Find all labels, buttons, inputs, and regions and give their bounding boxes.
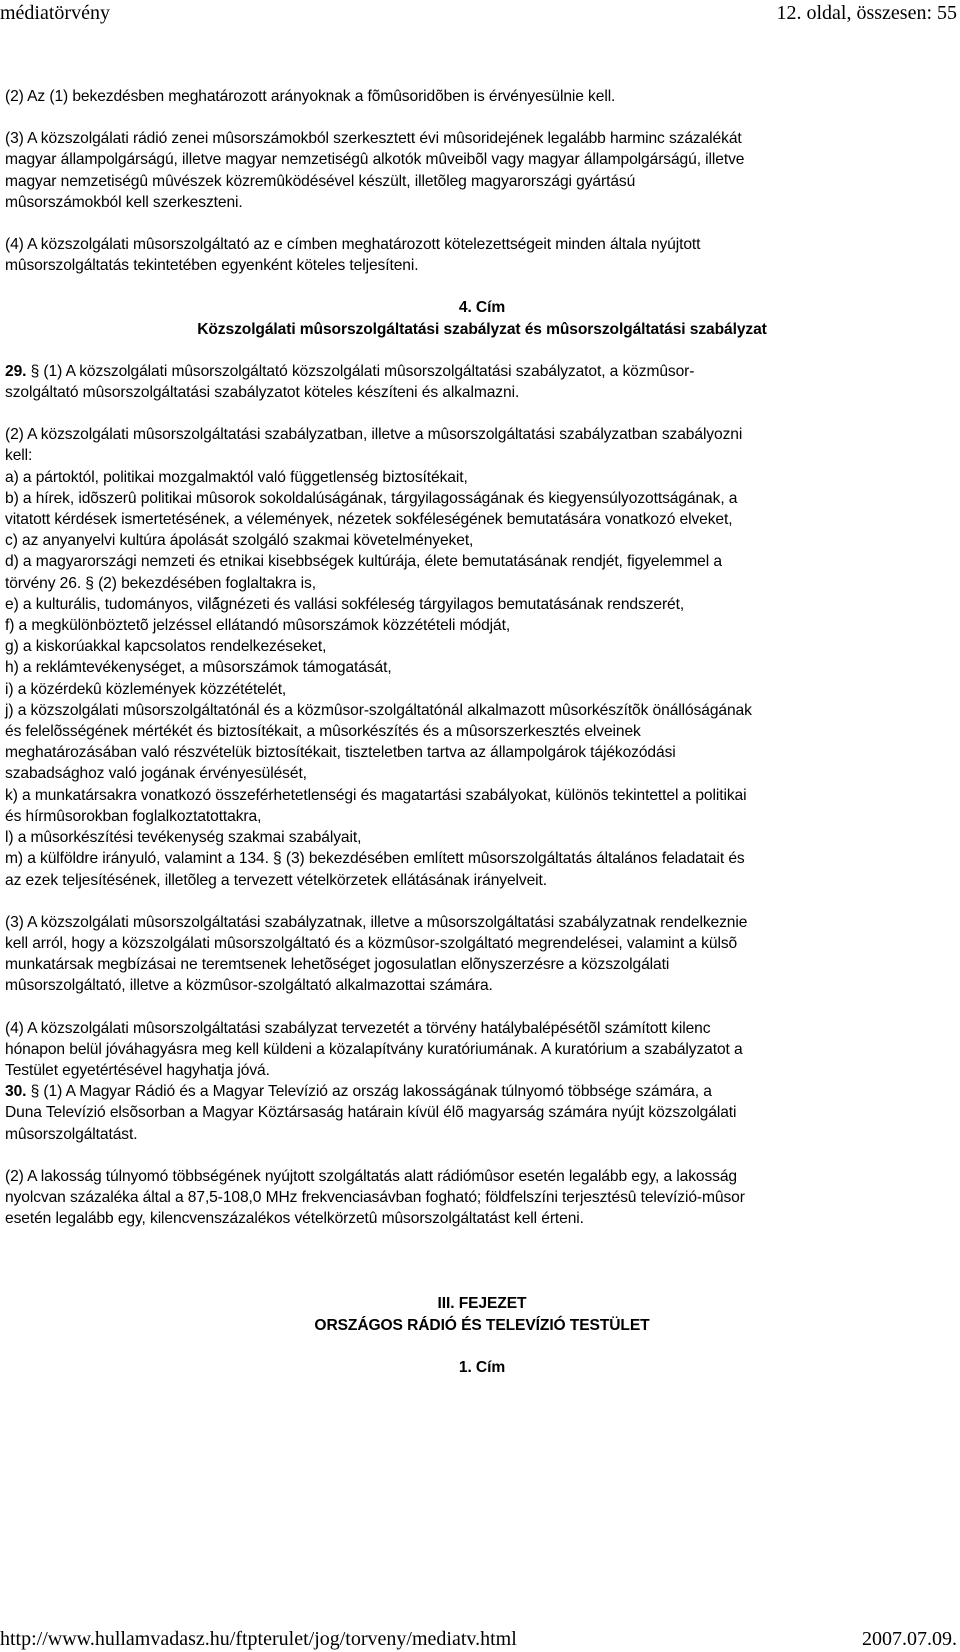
- section-30-paragraph-2: [5, 1166, 959, 1230]
- text-line: és felelõsségének mértékét és biztosítékait, a mûsorkészítés és a mûsorszerkesztés elveinek: [5, 723, 641, 741]
- text-line: mûsorszolgáltató, illetve a közmûsor-szolgáltató alkalmazottai számára.: [5, 977, 493, 995]
- text-line: mûsorszolgáltatást.: [5, 1125, 138, 1143]
- text-line: b) a hírek, idõszerû politikai mûsorok sokoldalúságának, tárgyilagosságának és kiegyensúlyozottságának, a: [5, 489, 738, 507]
- text-line: (2) A lakosság túlnyomó többségének nyújtott szolgáltatás alatt rádiómûsor esetén legalább egy, a lakosság: [5, 1167, 737, 1185]
- title-4-heading: [5, 297, 959, 339]
- text-line: Testület egyetértésével hagyhatja jóvá.: [5, 1061, 270, 1079]
- section-30: 30. § (1) A Magyar Rádió és a Magyar Televízió az ország lakosságának túlnyomó többsége számára, a Duna Televízió elsõsorban a Magyar Köztársaság határain kívül élõ magyarság számára nyújt közszolgálati mûsorszolgáltatást.: [5, 1081, 959, 1145]
- text-line: d) a magyarországi nemzeti és etnikai kisebbségek kultúrája, élete bemutatásának rendjét, figyelemmel a: [5, 553, 722, 571]
- text-line: a) a pártoktól, politikai mozgalmaktól való függetlenség biztosítékait,: [5, 468, 468, 486]
- section-29-paragraph-2: [5, 424, 959, 890]
- text-line: k) a munkatársakra vonatkozó összeférhetetlenségi és magatartási szabályokat, különös tekintettel a politikai: [5, 786, 747, 804]
- print-date: 2007.07.09.: [862, 1628, 957, 1650]
- text-line: hónapon belül jóváhagyásra meg kell küldeni a közalapítvány kuratóriumának. A kuratórium a szabályzatot a: [5, 1040, 743, 1058]
- text-line: m) a külföldre irányuló, valamint a 134. § (3) bekezdésében említett mûsorszolgáltatás általános feladatait és: [5, 850, 745, 868]
- page-footer: [0, 1626, 960, 1652]
- section-number: 29.: [5, 362, 27, 380]
- text-line: és hírmûsorokban foglalkoztatottakra,: [5, 807, 262, 825]
- section-number: 30.: [5, 1083, 27, 1101]
- text-line: (3) A közszolgálati mûsorszolgáltatási szabályzatnak, illetve a mûsorszolgáltatási szabályzatnak rendelkeznie: [5, 913, 748, 931]
- section-29: 29. § (1) A közszolgálati mûsorszolgáltató közszolgálati mûsorszolgáltatási szabályzatot, a közmûsor- szolgáltató mûsorszolgáltatási szabályzatot köteles készíteni és alkalmazni.: [5, 362, 695, 402]
- text-line: i) a közérdekû közlemények közzétételét,: [5, 680, 287, 698]
- text-line: e) a kulturális, tudományos, vilá̋gnézeti és vallási sokféleség tárgyilagos bemutatásának rendszerét,: [5, 595, 685, 613]
- text-line: l) a mûsorkészítési tevékenység szakmai szabályait,: [5, 829, 362, 847]
- chapter-title: ORSZÁGOS RÁDIÓ ÉS TELEVÍZIÓ TESTÜLET: [314, 1316, 650, 1334]
- text-line: munkatársak megbízásai ne teremtsenek lehetõséget jogosulatlan elõnyszerzésre a közszolgálati: [5, 956, 670, 974]
- text-line: g) a kiskorúakkal kapcsolatos rendelkezéseket,: [5, 638, 327, 656]
- title-number: 4. Cím: [458, 299, 506, 317]
- text-line: meghatározásában való részvételük biztosítékait, tiszteletben tartva az állampolgárok tájékozódási: [5, 744, 676, 762]
- section-sign: §: [30, 362, 40, 380]
- title-heading: Közszolgálati mûsorszolgáltatási szabályzat és mûsorszolgáltatási szabályzat: [197, 320, 767, 338]
- text-line: j) a közszolgálati mûsorszolgáltatónál és a közmûsor-szolgáltatónál alkalmazott mûsorkészítõk önállóságának: [5, 701, 752, 719]
- text-line: nyolcvan százaléka által a 87,5-108,0 MHz frekvenciasávban fogható; földfelszíni terjesztésû televízió-mûsor: [5, 1188, 745, 1206]
- text-line: c) az anyanyelvi kultúra ápolását szolgáló szakmai követelményeket,: [5, 532, 474, 550]
- section-29-paragraph-3: [5, 912, 959, 997]
- text-line: kell:: [5, 447, 33, 465]
- text-line: vitatott kérdések ismertetésének, a vélemények, nézetek sokféleségének bemutatására vonatkozó elveket,: [5, 511, 733, 529]
- chapter-3-heading: [5, 1293, 959, 1378]
- text-line: az ezek teljesítésének, illetõleg a tervezett vételkörzetek ellátásának irányelveit.: [5, 871, 548, 889]
- text-line: törvény 26. § (2) bekezdésében foglaltakra is,: [5, 574, 316, 592]
- paragraph-28-3: (3) A közszolgálati rádió zenei mûsorszámokból szerkesztett évi mûsoridejének legalább harminc százalékát magyar állampolgárságú, illetve magyar nemzetiségû alkotók mûveibõl vagy magyar állampolgárságú, illetve magyar nemzetiségû mûvészek közremûködésével készült, illetõleg magyarországi gyártású mûsorszámokból kell szerkeszteni.: [5, 130, 745, 211]
- document-body: [5, 86, 959, 1378]
- page-header: [0, 0, 960, 30]
- paragraph-28-4: (4) A közszolgálati mûsorszolgáltató az e címben meghatározott kötelezettségeit minden általa nyújtott mûsorszolgáltatás tekintetében egyenként köteles teljesíteni.: [5, 236, 701, 275]
- section-29-paragraph-4: [5, 1018, 959, 1082]
- text-line: szabadsághoz való jogának érvényesülését,: [5, 765, 307, 783]
- text-line: (2) A közszolgálati mûsorszolgáltatási szabályzatban, illetve a mûsorszolgáltatási szabályzatban szabályozni: [5, 426, 743, 444]
- chapter-title-1: 1. Cím: [458, 1358, 506, 1376]
- section-sign: §: [30, 1083, 40, 1101]
- page-counter: 12. oldal, összesen: 55: [776, 2, 957, 24]
- chapter-number: III. FEJEZET: [437, 1295, 527, 1313]
- text-line: h) a reklámtevékenységet, a mûsorszámok támogatását,: [5, 659, 392, 677]
- document-title: médiatörvény: [0, 2, 110, 24]
- text-line: f) a megkülönböztetõ jelzéssel ellátandó mûsorszámok közzétételi módját,: [5, 617, 511, 635]
- text-line: (4) A közszolgálati mûsorszolgáltatási szabályzat tervezetét a törvény hatálybalépésétõl számított kilenc: [5, 1019, 711, 1037]
- text-line: kell arról, hogy a közszolgálati mûsorszolgáltató és a közmûsor-szolgáltató megrendelései, valamint a külsõ: [5, 934, 738, 952]
- paragraph-28-2: (2) Az (1) bekezdésben meghatározott arányoknak a fõmûsoridõben is érvényesülnie kell.: [5, 88, 616, 105]
- text-line: esetén legalább egy, kilencvenszázalékos vételkörzetû mûsorszolgáltatást kell érteni.: [5, 1210, 584, 1228]
- text-line: Duna Televízió elsõsorban a Magyar Köztársaság határain kívül élõ magyarság számára nyújt közszolgálati: [5, 1104, 737, 1122]
- source-url: http://www.hullamvadasz.hu/ftpterulet/jog/torveny/mediatv.html: [0, 1628, 517, 1650]
